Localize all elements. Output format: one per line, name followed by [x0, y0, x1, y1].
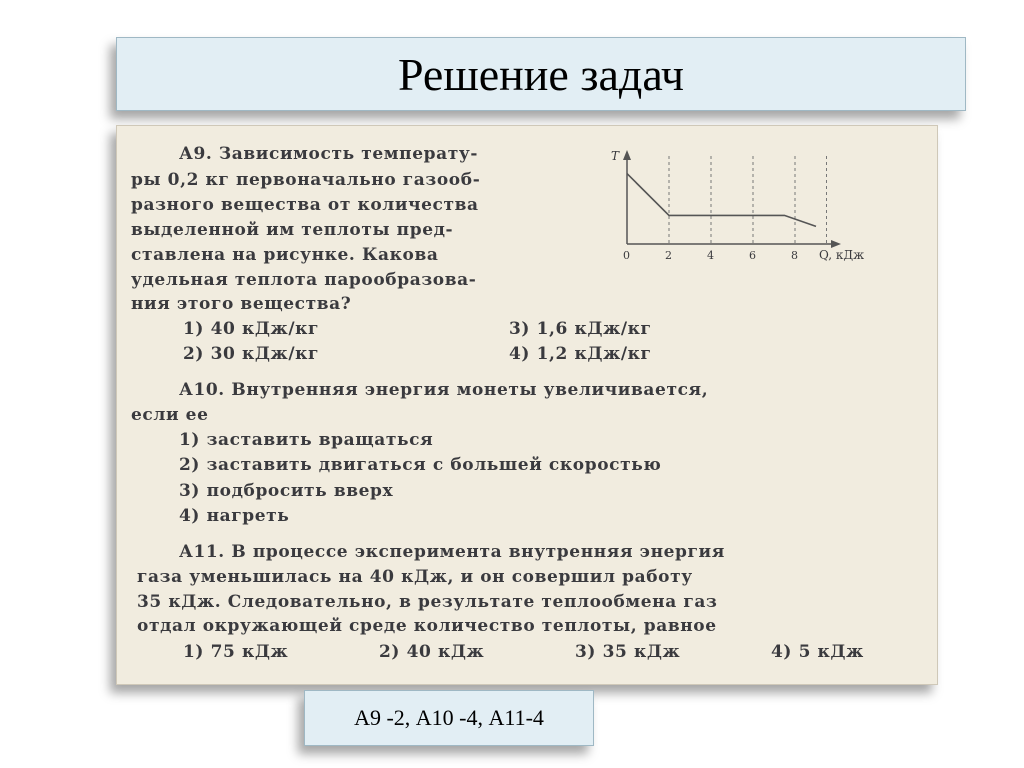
a10-line-2: если ее — [131, 405, 209, 425]
title-panel — [116, 37, 966, 111]
a11-label: А11. — [179, 542, 225, 562]
a10-option-3: 3) подбросить вверх — [179, 481, 394, 501]
x-tick-label: 6 — [749, 249, 756, 262]
a9-option-3: 3) 1,6 кДж/кг — [509, 319, 652, 339]
x-tick-label: 0 — [623, 249, 630, 262]
a9-line-6: удельная теплота парообразова- — [131, 270, 477, 290]
a9-line-4: выделенной им теплоты пред- — [131, 220, 454, 240]
y-axis-arrow — [623, 150, 631, 160]
a9-line-7: ния этого вещества? — [131, 294, 352, 314]
x-tick-label: 4 — [707, 249, 714, 262]
a10-label: А10. — [179, 380, 225, 400]
a11-option-4: 4) 5 кДж — [771, 642, 864, 662]
x-axis-arrow — [831, 240, 841, 248]
a9-label: А9. — [179, 144, 213, 164]
a9-line-2: ры 0,2 кг первоначально газооб- — [131, 170, 481, 190]
x-tick-label: 8 — [791, 249, 798, 262]
a10-line-1: А10. Внутренняя энергия монеты увеличивается, — [179, 380, 709, 400]
temperature-graph — [607, 144, 897, 264]
tick-labels — [623, 249, 798, 262]
answer-panel — [304, 690, 594, 746]
a10-option-2: 2) заставить двигаться с большей скоростью — [179, 455, 662, 475]
a9-option-4: 4) 1,2 кДж/кг — [509, 344, 652, 364]
a11-line-3: 35 кДж. Следовательно, в результате теплообмена газ — [137, 592, 718, 612]
a10-option-1: 1) заставить вращаться — [179, 430, 434, 450]
temperature-curve — [627, 174, 816, 227]
a9-line-3: разного вещества от количества — [131, 195, 479, 215]
gridlines — [669, 156, 827, 244]
a9-option-2: 2) 30 кДж/кг — [183, 344, 320, 364]
a9-line-5: ставлена на рисунке. Какова — [131, 245, 439, 265]
a11-line-4: отдал окружающей среде количество теплоты, равное — [137, 616, 717, 636]
a10-option-4: 4) нагреть — [179, 506, 290, 526]
answer-text: А9 -2, А10 -4, А11-4 — [354, 705, 544, 730]
a11-option-1: 1) 75 кДж — [183, 642, 289, 662]
a11-line-1: А11. В процессе эксперимента внутренняя энергия — [179, 542, 725, 562]
a11-line-2: газа уменьшилась на 40 кДж, и он совершил работу — [137, 567, 693, 587]
problem-scan — [116, 125, 938, 685]
a9-option-1: 1) 40 кДж/кг — [183, 319, 320, 339]
a11-option-2: 2) 40 кДж — [379, 642, 485, 662]
x-axis-label: Q, кДж — [819, 248, 865, 262]
x-tick-label: 2 — [665, 249, 672, 262]
slide-title: Решение задач — [397, 48, 685, 100]
a11-option-3: 3) 35 кДж — [575, 642, 681, 662]
a9-line-1: А9. Зависимость температу- — [179, 144, 478, 164]
y-axis-label: T — [611, 149, 620, 163]
